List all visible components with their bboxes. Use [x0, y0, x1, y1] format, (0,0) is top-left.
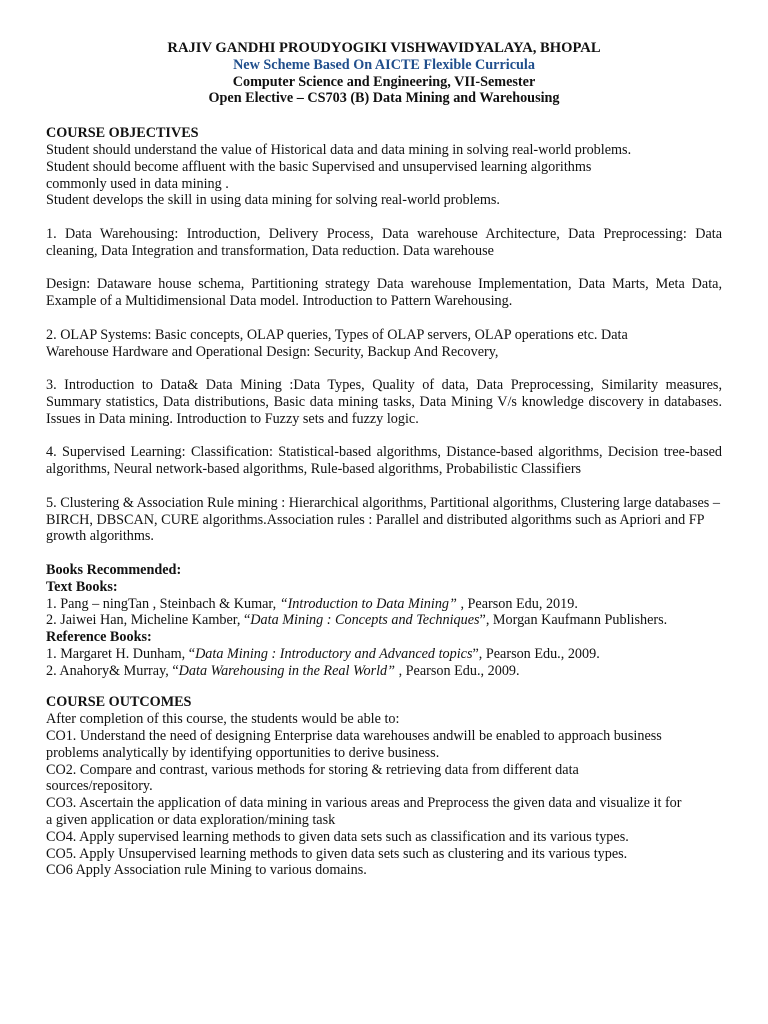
- book-publisher: ”, Pearson Edu., 2009.: [472, 645, 600, 662]
- unit-5: 5. Clustering & Association Rule mining : Hierarchical algorithms, Partitional algorithms, Clustering large databases – BIRCH, DBSCAN, CURE algorithms.Association rules : Parallel and distributed algorithms such as Apriori and FP growth algorithms.: [46, 494, 720, 545]
- unit-1: 1. Data Warehousing: Introduction, Delivery Process, Data warehouse Architecture, Data Preprocessing: Data cleaning, Data Integration and transformation, Data reduction. Data warehouse: [46, 225, 722, 259]
- department-line: Computer Science and Engineering, VII-Semester: [232, 73, 536, 90]
- books-heading: Books Recommended:: [46, 561, 182, 578]
- book-author: 2. Anahory& Murray, “: [46, 662, 179, 679]
- reference-book-item: [46, 663, 722, 680]
- book-publisher: , Pearson Edu., 2009.: [395, 662, 520, 679]
- book-publisher: ”, Morgan Kaufmann Publishers.: [479, 612, 668, 629]
- text-books-heading: Text Books:: [46, 578, 118, 595]
- text-book-item: [46, 612, 696, 629]
- outcome-item: CO3. Ascertain the application of data mining in various areas and Preprocess the given data and visualize it for a given application or data exploration/mining task: [46, 795, 682, 829]
- objective-item: Student should become affluent with the basic Supervised and unsupervised learning algorithms commonly used in data mining .: [46, 158, 592, 192]
- objective-item: Student should understand the value of Historical data and data mining in solving real-world problems.: [46, 141, 632, 158]
- book-author: 1. Margaret H. Dunham, “: [46, 645, 196, 662]
- outcomes-intro: After completion of this course, the students would be able to:: [46, 711, 400, 728]
- book-author: 1. Pang – ningTan , Steinbach & Kumar,: [46, 595, 280, 612]
- outcomes-heading: COURSE OUTCOMES: [46, 694, 192, 711]
- outcome-item: CO6 Apply Association rule Mining to various domains.: [46, 862, 367, 879]
- outcome-item: CO5. Apply Unsupervised learning methods to given data sets such as clustering and its various types.: [46, 845, 628, 862]
- unit-1-design: Design: Dataware house schema, Partitioning strategy Data warehouse Implementation, Data Marts, Meta Data, Example of a Multidimensional Data model. Introduction to Pattern Warehousing.: [46, 276, 722, 310]
- book-title: Data Mining : Concepts and Techniques: [250, 612, 480, 629]
- university-name: RAJIV GANDHI PROUDYOGIKI VISHWAVIDYALAYA, BHOPAL: [167, 40, 601, 56]
- reference-books-heading: Reference Books:: [46, 629, 152, 646]
- objectives-heading: COURSE OBJECTIVES: [46, 125, 199, 142]
- objective-item: Student develops the skill in using data mining for solving real-world problems.: [46, 192, 500, 209]
- book-title: Data Warehousing in the Real World”: [178, 662, 396, 679]
- book-publisher: , Pearson Edu, 2019.: [456, 595, 578, 612]
- unit-3: 3. Introduction to Data& Data Mining :Data Types, Quality of data, Data Preprocessing, Similarity measures, Summary statistics, Data distributions, Basic data mining tasks, Data Mining V/s knowledge discovery in databases. Issues in Data mining. Introduction to Fuzzy sets and fuzzy logic.: [46, 377, 722, 427]
- unit-4: 4. Supervised Learning: Classification: Statistical-based algorithms, Distance-based algorithms, Decision tree-based algorithms, Neural network-based algorithms, Rule-based algorithms, Probabilistic Classifiers: [46, 444, 722, 478]
- outcome-item: CO4. Apply supervised learning methods to given data sets such as classification and its various types.: [46, 828, 629, 845]
- book-author: 2. Jaiwei Han, Micheline Kamber, “: [46, 612, 251, 629]
- book-title: Data Mining : Introductory and Advanced topics: [195, 645, 473, 662]
- scheme-line: New Scheme Based On AICTE Flexible Curricula: [233, 56, 535, 73]
- text-book-item: [46, 596, 722, 613]
- document-header: [46, 40, 722, 107]
- unit-2: 2. OLAP Systems: Basic concepts, OLAP queries, Types of OLAP servers, OLAP operations etc. Data Warehouse Hardware and Operational Design: Security, Backup And Recovery,: [46, 326, 628, 360]
- outcome-item: CO2. Compare and contrast, various methods for storing & retrieving data from different data sources/repository.: [46, 761, 579, 795]
- reference-book-item: [46, 646, 722, 663]
- outcome-item: CO1. Understand the need of designing Enterprise data warehouses andwill be enabled to approach business problems analytically by identifying opportunities to derive business.: [46, 728, 662, 761]
- book-title: “Introduction to Data Mining”: [279, 595, 457, 612]
- course-title: Open Elective – CS703 (B) Data Mining and Warehousing: [208, 90, 560, 107]
